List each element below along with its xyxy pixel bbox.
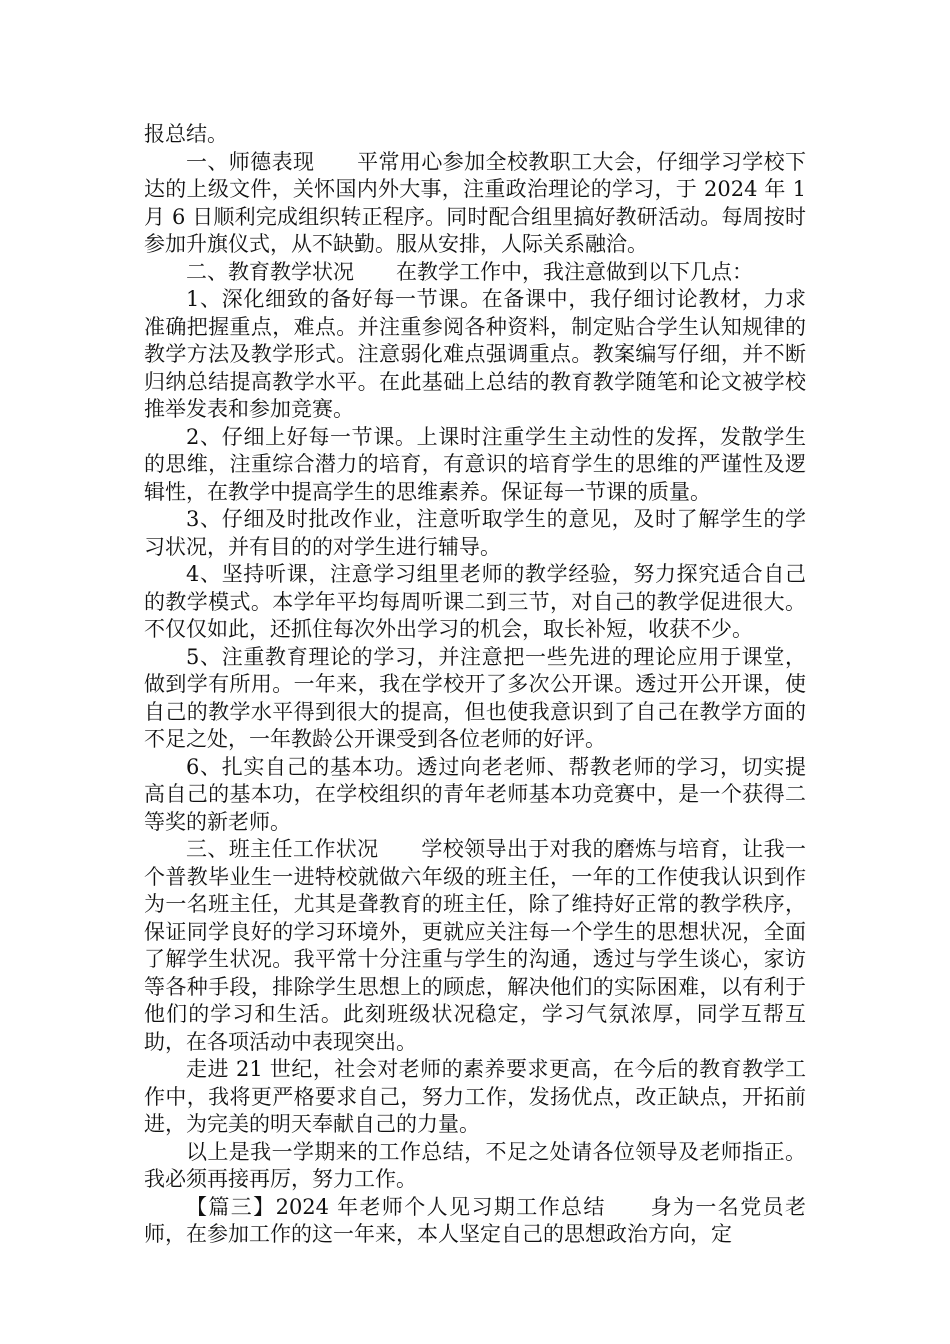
paragraph-part-three: 【篇三】2024 年老师个人见习期工作总结 身为一名党员老师，在参加工作的这一年来，本人坚定自己的思想政治方向，定 — [144, 1194, 806, 1246]
paragraph-point-1: 1、深化细致的备好每一节课。在备课中，我仔细讨论教材，力求准确把握重点，难点。并注重参阅各种资料，制定贴合学生认知规律的教学方法及教学形式。注意弱化难点强调重点。教案编写仔细，并不断归纳总结提高教学水平。在此基础上总结的教育教学随笔和论文被学校推举发表和参加竞赛。 — [144, 287, 806, 421]
paragraph-continuation: 报总结。 — [144, 122, 228, 146]
paragraph-point-3: 3、仔细及时批改作业，注意听取学生的意见，及时了解学生的学习状况，并有目的的对学生进行辅导。 — [144, 507, 806, 559]
paragraph-closing: 以上是我一学期来的工作总结，不足之处请各位领导及老师指正。我必须再接再厉，努力工作。 — [144, 1139, 806, 1191]
paragraph-head-teacher: 三、班主任工作状况 学校领导出于对我的磨炼与培育，让我一个普教毕业生一进特校就做六年级的班主任，一年的工作使我认识到作为一名班主任，尤其是聋教育的班主任，除了维持好正常的教学秩序，保证同学良好的学习环境外，更就应关注每一个学生的思想状况，全面了解学生状况。我平常十分注重与学生的沟通，透过与学生谈心，家访等各种手段，排除学生思想上的顾虑，解决他们的实际困难，以有利于他们的学习和生活。此刻班级状况稳定，学习气氛浓厚，同学互帮互助，在各项活动中表现突出。 — [144, 837, 806, 1054]
paragraph-point-5: 5、注重教育理论的学习，并注意把一些先进的理论应用于课堂，做到学有所用。一年来，我在学校开了多次公开课。透过开公开课，使自己的教学水平得到很大的提高，但也使我意识到了自己在教学方面的不足之处，一年教龄公开课受到各位老师的好评。 — [144, 644, 806, 751]
paragraph-point-4: 4、坚持听课，注意学习组里老师的教学经验，努力探究适合自己的教学模式。本学年平均每周听课二到三节，对自己的教学促进很大。不仅仅如此，还抓住每次外出学习的机会，取长补短，收获不少。 — [144, 562, 806, 641]
paragraph-point-2: 2、仔细上好每一节课。上课时注重学生主动性的发挥，发散学生的思维，注重综合潜力的培育，有意识的培育学生的思维的严谨性及逻辑性，在教学中提高学生的思维素养。保证每一节课的质量。 — [144, 424, 806, 504]
document-body — [144, 121, 806, 1249]
paragraph-future: 走进 21 世纪，社会对老师的素养要求更高，在今后的教育教学工作中，我将更严格要求自己，努力工作，发扬优点，改正缺点，开拓前进，为完美的明天奉献自己的力量。 — [144, 1057, 806, 1136]
paragraph-ethics: 一、师德表现 平常用心参加全校教职工大会，仔细学习学校下达的上级文件，关怀国内外大事，注重政治理论的学习，于 2024 年 1 月 6 日顺利完成组织转正程序。同时配合组里搞好教研活动。每周按时参加升旗仪式，从不缺勤。服从安排，人际关系融洽。 — [144, 149, 806, 256]
paragraph-teaching-heading: 二、教育教学状况 在教学工作中，我注意做到以下几点： — [186, 259, 753, 284]
paragraph-point-6: 6、扎实自己的基本功。透过向老老师、帮教老师的学习，切实提高自己的基本功，在学校组织的青年老师基本功竞赛中，是一个获得二等奖的新老师。 — [144, 754, 806, 834]
